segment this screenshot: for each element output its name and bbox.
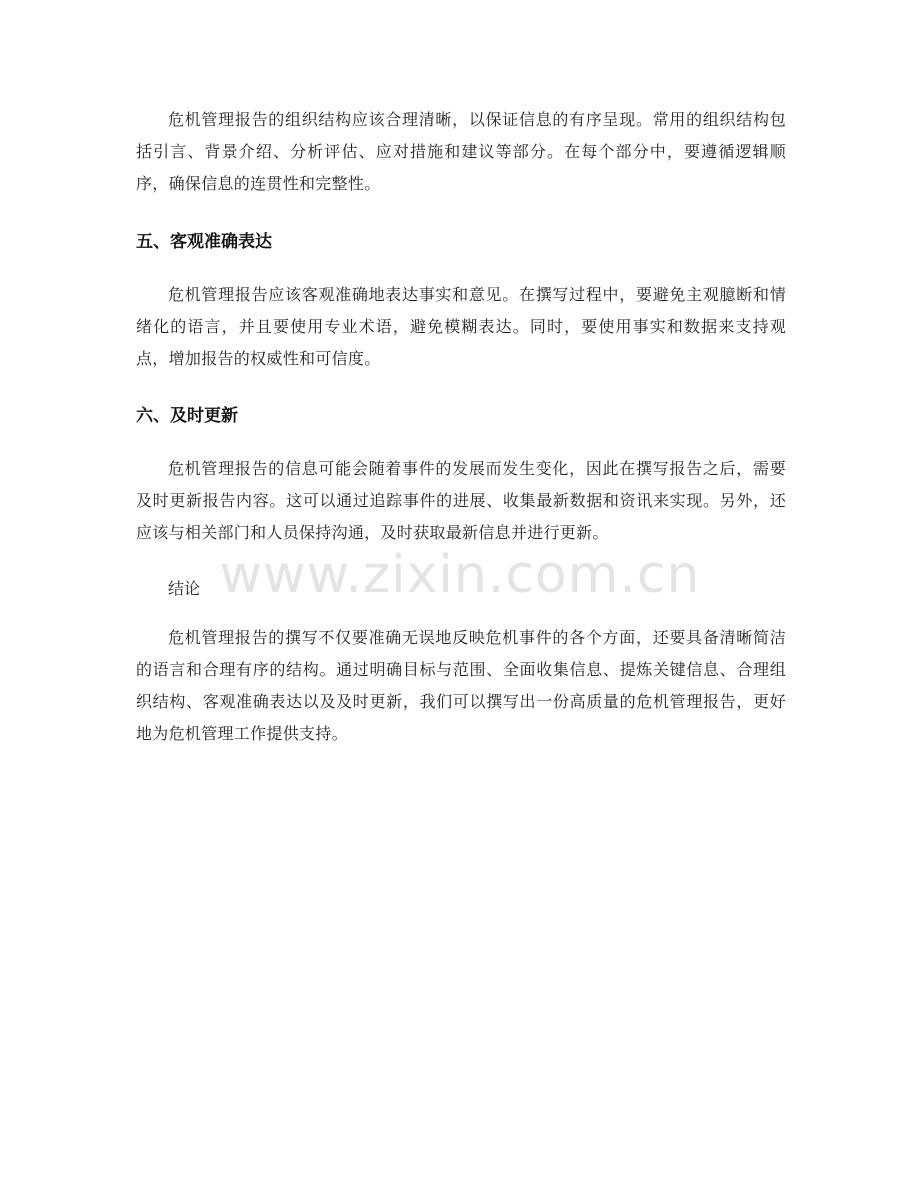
paragraph-organization-structure: 危机管理报告的组织结构应该合理清晰，以保证信息的有序呈现。常用的组织结构包括引言、背景介绍、分析评估、应对措施和建议等部分。在每个部分中，要遵循逻辑顺序，确保信息的连贯性和完整性。 [136,110,786,193]
paragraph-timely-update: 危机管理报告的信息可能会随着事件的发展而发生变化，因此在撰写报告之后，需要及时更新报告内容。这可以通过追踪事件的进展、收集最新数据和资讯来实现。另外，还应该与相关部门和人员保持沟通，及时获取最新信息并进行更新。 [136,459,786,542]
section-heading-objective-expression: 五、客观准确表达 [136,232,272,252]
watermark-text: www.zixin.com.cn [219,545,701,605]
paragraph-objective-expression: 危机管理报告应该客观准确地表达事实和意见。在撰写过程中，要避免主观臆断和情绪化的语言，并且要使用专业术语，避免模糊表达。同时，要使用事实和数据来支持观点，增加报告的权威性和可信度。 [136,285,786,368]
conclusion-label: 结论 [168,579,201,598]
section-heading-timely-update: 六、及时更新 [136,406,238,426]
paragraph-conclusion: 危机管理报告的撰写不仅要准确无误地反映危机事件的各个方面，还要具备清晰简洁的语言和合理有序的结构。通过明确目标与范围、全面收集信息、提炼关键信息、合理组织结构、客观准确表达以及及时更新，我们可以撰写出一份高质量的危机管理报告，更好地为危机管理工作提供支持。 [136,628,786,743]
